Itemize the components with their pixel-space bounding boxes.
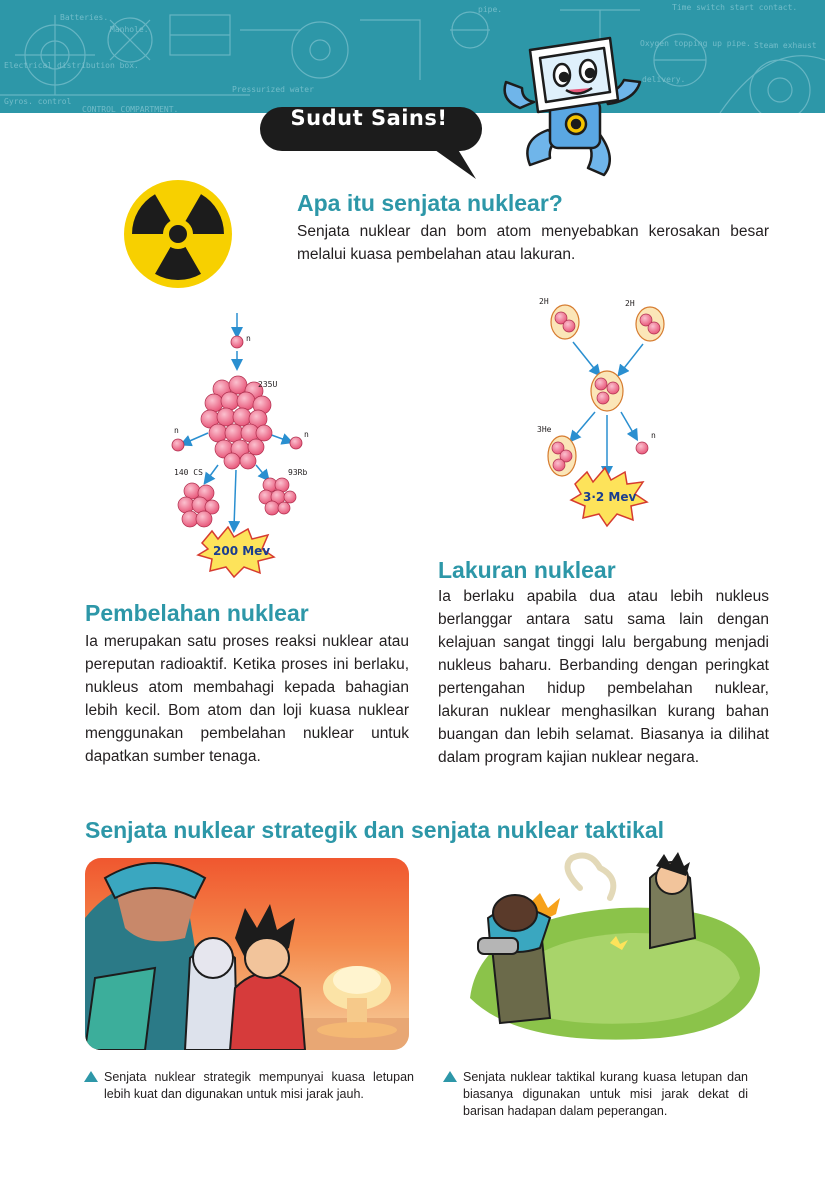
tactical-comic-image [460,848,760,1048]
badge-title: Sudut Sains! [290,106,448,130]
fusion-energy-label: 3·2 Mev [583,490,637,504]
svg-text:n: n [174,426,179,435]
fission-heading: Pembelahan nuklear [85,600,309,626]
upload-triangle-icon [443,1071,457,1082]
mascot [500,30,650,180]
helium-label: 3He [537,425,552,434]
fusion-heading: Lakuran nuklear [438,557,616,583]
svg-text:Time switch start contact.: Time switch start contact. [672,3,798,12]
svg-text:Batteries.: Batteries. [60,13,109,22]
svg-text:Oxygen topping up pipe.: Oxygen topping up pipe. [640,39,751,48]
svg-text:Electrical distribution box.: Electrical distribution box. [4,61,139,70]
fusion-diagram [525,290,675,535]
uranium-label: 235U [258,380,278,389]
weapons-heading: Senjata nuklear strategik dan senjata nuklear taktikal [85,817,665,843]
svg-text:Pressurized water: Pressurized water [232,85,314,94]
svg-text:Gyros. control: Gyros. control [4,97,72,106]
strategic-comic-image [85,858,409,1050]
deuterium-label-b: 2H [625,299,635,308]
neutron-label: n [246,334,251,343]
rubidium-label: 93Rb [288,468,308,477]
fission-diagram [160,305,330,580]
svg-text:n: n [651,431,656,440]
strategic-caption: Senjata nuklear strategik mempunyai kuasa letupan lebih kuat dan digunakan untuk misi jarak jauh. [104,1069,414,1103]
tactical-caption: Senjata nuklear taktikal kurang kuasa letupan dan biasanya digunakan untuk misi jarak dekat di barisan hadapan dalam peperangan. [463,1069,748,1120]
svg-text:pipe.: pipe. [478,5,503,14]
intro-heading: Apa itu senjata nuklear? [297,190,563,216]
intro-text: Senjata nuklear dan bom atom menyebabkan kerosakan besar melalui kuasa pembelahan atau lakuran. [297,223,769,263]
svg-text:Manhole.: Manhole. [110,25,149,34]
svg-text:Steam exhaust: Steam exhaust [754,41,817,50]
radiation-icon [122,178,234,290]
cesium-label: 140 CS [174,468,203,477]
svg-text:delivery.: delivery. [642,75,686,84]
fission-energy-label: 200 Mev [213,544,271,558]
upload-triangle-icon [84,1071,98,1082]
svg-text:CONTROL COMPARTMENT.: CONTROL COMPARTMENT. [82,105,179,113]
fission-text: Ia merupakan satu proses reaksi nuklear atau pereputan radioaktif. Ketika proses ini berlaku, nukleus atom membahagi kepada bahagian lebih kecil. Bom atom dan loji kuasa nuklear menggunakan pembelahan nuklear untuk dapatkan sumber tenaga. [85,633,409,765]
svg-text:n: n [304,430,309,439]
fusion-text: Ia berlaku apabila dua atau lebih nukleus berlanggar antara satu sama lain dengan kelajuan sangat tinggi lalu bergabung menjadi nukleus baharu. Berbanding dengan peringkat pertengahan hidup pembelahan nuklear, lakuran nuklear menghasilkan kurang bahan buangan dan lebih selamat. Biasanya ia dilihat dalam program kajian nuklear negara. [438,588,769,766]
deuterium-label-a: 2H [539,297,549,306]
